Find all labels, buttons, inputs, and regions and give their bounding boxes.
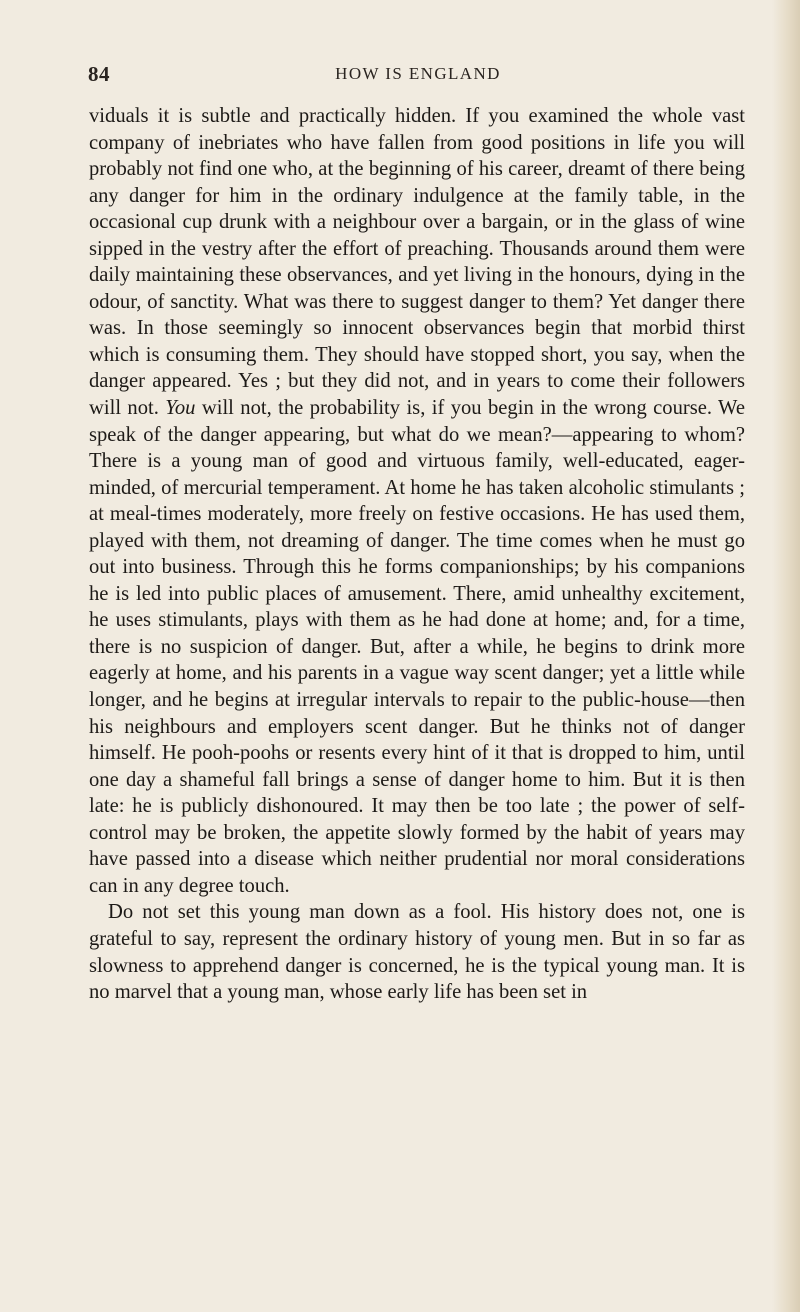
- running-title: HOW IS ENGLAND: [335, 64, 501, 83]
- running-head: [88, 62, 748, 90]
- emphasis-you: You: [165, 397, 196, 420]
- paragraph-1: [89, 103, 745, 899]
- page-edge-shadow: [772, 0, 800, 1312]
- paragraph-2: Do not set this young man down as a fool. His history does not, one is grateful to say, represent the ordinary history of young men. But in so far as slowness to apprehend danger is concerned, he is the typical young man. It is no marvel that a young man, whose early life has been set in: [89, 901, 745, 1004]
- paragraph-1-text-b: will not, the probability is, if you begin in the wrong course. We speak of the danger appearing, but what do we mean?—appearing to whom? There is a young man of good and virtuous family, well-educated, eager-minded, of mercurial temperament. At home he has taken alcoholic stimulants ; at meal-times moderately, more freely on festive occasions. He has used them, played with them, not dreaming of danger. The time comes when he must go out into business. Through this he forms companionships; by his companions he is led into public places of amusement. There, amid unhealthy excitement, he uses stimulants, plays with them as he had done at home; and, for a time, there is no suspicion of danger. But, after a while, he begins to drink more eagerly at home, and his parents in a vague way scent danger; yet a little while longer, and he begins at irregular intervals to repair to the public-house—then his neighbours and employers scent danger. But he thinks not of danger himself. He pooh-poohs or resents every hint of it that is dropped to him, until one day a shameful fall brings a sense of danger home to him. But it is then late: he is publicly dishonoured. It may then be too late ; the power of self-control may be broken, the appetite slowly formed by the habit of years may have passed into a disease which neither prudential nor moral considerations can in any degree touch.: [89, 397, 745, 897]
- body-text: [89, 103, 745, 1006]
- paragraph-1-text-a: viduals it is subtle and practically hidden. If you examined the whole vast company of inebriates who have fallen from good positions in life you will probably not find one who, at the beginning of his career, dreamt of there being any danger for him in the ordinary indulgence at the family table, in the occasional cup drunk with a neighbour over a bargain, or in the glass of wine sipped in the vestry after the effort of preaching. Thousands around them were daily maintaining these observances, and yet living in the honours, dying in the odour, of sanctity. What was there to suggest danger to them? Yet danger there was. In those seemingly so innocent observances begin that morbid thirst which is consuming them. They should have stopped short, you say, when the danger appeared. Yes ; but they did not, and in years to come their followers will not.: [89, 105, 745, 420]
- page-number: 84: [88, 62, 110, 86]
